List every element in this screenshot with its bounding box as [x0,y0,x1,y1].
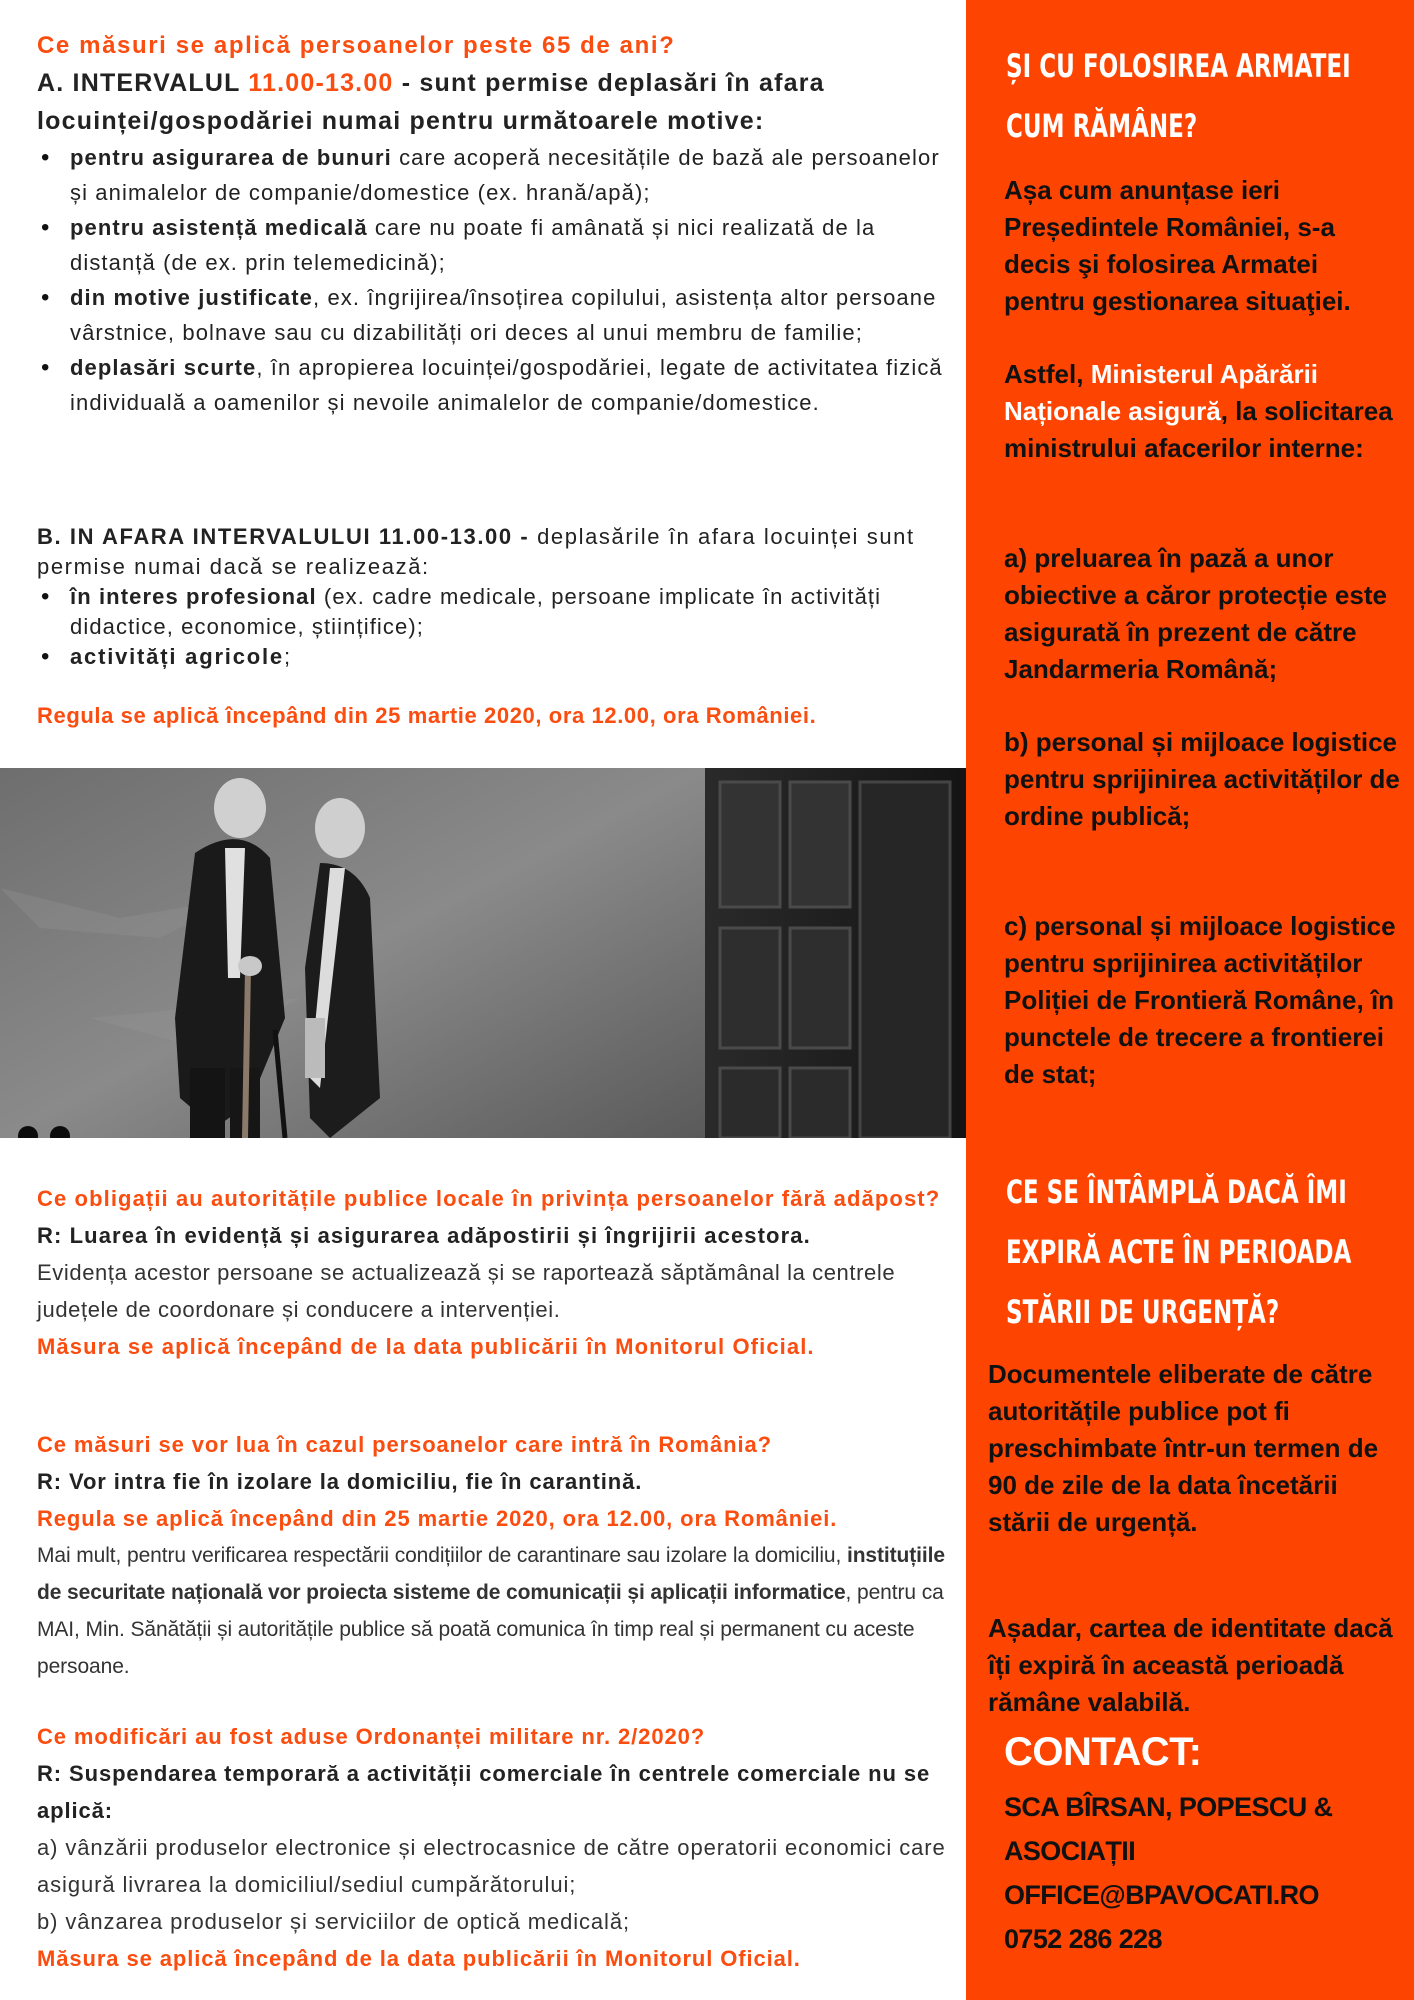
list-item [37,140,947,210]
entry-detail-end: , pentru ca MAI, Min. Sănătății și autoritățile publice să poată comunica în timp real și permanent cu aceste persoane. [37,1581,944,1678]
list-item-bold: din motive justificate [70,285,314,310]
entry-question: Ce măsuri se vor lua în cazul persoanelor care intră în România? [37,1432,772,1457]
interval-b-bold: B. IN AFARA INTERVALULUI 11.00-13.00 - [37,524,530,549]
seniors-rule: Regula se aplică începând din 25 martie 2020, ora 12.00, ora României. [37,703,817,728]
firm-name-line1: SCA BÎRSAN, POPESCU & [1004,1792,1333,1822]
docs-conclusion: Așadar, cartea de identitate dacă îți expiră în această perioadă rămâne valabilă. [988,1613,1393,1717]
ordinance-answer: R: Suspendarea temporară a activității comerciale în centrele comerciale nu se aplică: [37,1761,931,1823]
army-heading-line1: ȘI CU FOLOSIREA ARMATEI [1006,47,1351,85]
interval-b-heading [37,522,947,582]
interval-b-text: deplasările în afara locuinței sunt permise numai dacă se realizează: [37,524,915,579]
ministry-name: Ministerul Apărării Naționale asigură [1004,359,1319,426]
homeless-detail: Evidența acestor persoane se actualizează și se raportează săptămânal la centrele județele de coordonare și conducere a intervenției. [37,1260,896,1322]
entry-detail-bold: instituțiile de securitate națională vor proiecta sisteme de comunicații și aplicații informatice [37,1544,945,1604]
entry-section [37,1426,957,1685]
contact-heading: CONTACT: [1004,1730,1202,1774]
ordinance-question: Ce modificări au fost aduse Ordonanței militare nr. 2/2020? [37,1724,706,1749]
list-item-text: care acoperă necesitățile de bază ale persoanelor și animalelor de companie/domestice (ex. hrană/apă); [70,145,940,205]
elderly-couple-photo [0,768,966,1138]
contact-email[interactable]: OFFICE@BPAVOCATI.RO [1004,1880,1319,1910]
army-item-a: a) preluarea în pază a unor obiective a căror protecție este asigurată în prezent de către Jandarmeria Română; [1004,543,1387,684]
seniors-section [37,28,947,420]
seniors-question: Ce măsuri se aplică persoanelor peste 65 de ani? [37,32,676,59]
entry-rule: Regula se aplică începând din 25 martie 2020, ora 12.00, ora României. [37,1506,838,1531]
list-item-bold: activități agricole [70,644,284,669]
homeless-question: Ce obligații au autoritățile publice locale în privința persoanelor fără adăpost? [37,1186,941,1211]
homeless-answer: R: Luarea în evidență și asigurarea adăpostirii și îngrijirii acestora. [37,1223,811,1248]
army-item-b: b) personal și mijloace logistice pentru sprijinirea activităților de ordine publică; [1004,727,1400,831]
docs-heading-line3: STĂRII DE URGENȚĂ? [1006,1293,1280,1331]
army-astfel [1004,356,1404,467]
list-item-text: (ex. cadre medicale, persoane implicate în activități didactice, economice, științifice); [70,584,882,639]
list-item [37,582,947,642]
interval-a-heading [37,64,947,140]
interval-b-section [37,522,947,672]
docs-heading-line1: CE SE ÎNTÂMPLĂ DACĂ ÎMI [1006,1173,1347,1211]
contact-details [1004,1785,1332,1961]
ordinance-rule: Măsura se aplică începând de la data publicării în Monitorul Oficial. [37,1946,801,1971]
list-item [37,350,947,420]
entry-detail-start: Mai mult, pentru verificarea respectării condițiilor de carantinare sau izolare la domiciliu, [37,1544,847,1567]
list-item-text: , în apropierea locuinței/gospodăriei, legate de activitatea fizică individuală a oamenilor și nevoile animalelor de companie/domestice. [70,355,943,415]
list-item-bold: pentru asigurarea de bunuri [70,145,392,170]
docs-body: Documentele eliberate de către autoritățile publice pot fi preschimbate într-un termen de 90 de zile de la data încetării stării de urgență. [988,1359,1379,1537]
list-item-bold: în interes profesional [70,584,317,609]
interval-a-list [37,140,947,420]
ordinance-item-a: a) vânzării produselor electronice și electrocasnice de către operatorii economici care asigură livrarea la domiciliul/sediul cumpărătorului; [37,1835,946,1897]
astfel-rest: , la solicitarea ministrului afacerilor interne: [1004,396,1393,463]
interval-a-hours: 11.00-13.00 [248,69,394,97]
ordinance-section [37,1718,957,1977]
photo-illustration [0,768,966,1138]
army-heading-line2: CUM RĂMÂNE? [1006,107,1198,145]
list-item [37,280,947,350]
docs-heading-line2: EXPIRĂ ACTE ÎN PERIOADA [1006,1233,1352,1271]
entry-detail [37,1537,957,1685]
list-item-bold: deplasări scurte [70,355,257,380]
firm-name-line2: ASOCIAȚII [1004,1836,1136,1866]
astfel-word: Astfel [1004,359,1077,389]
interval-b-list [37,582,947,672]
list-item-text: ; [283,644,292,669]
ordinance-item-b: b) vânzarea produselor și serviciilor de optică medicală; [37,1909,630,1934]
army-intro: Așa cum anunțase ieri Președintele României, s-a decis şi folosirea Armatei pentru gestionarea situaţiei. [1004,175,1351,316]
entry-answer: R: Vor intra fie în izolare la domiciliu, fie în carantină. [37,1469,643,1494]
list-item-text: , ex. îngrijirea/însoțirea copilului, asistența altor persoane vârstnice, bolnave sau cu dizabilități ori deces al unui membru de familie; [70,285,937,345]
sidebar-panel [966,0,1414,2000]
interval-a-suffix: - sunt permise deplasări în afara locuinței/gospodăriei numai pentru următoarele motive: [37,69,825,135]
homeless-section [37,1180,957,1365]
list-item-bold: pentru asistență medicală [70,215,368,240]
astfel-comma: , [1076,359,1091,389]
interval-a-prefix: A. INTERVALUL [37,69,249,97]
army-item-c: c) personal și mijloace logistice pentru sprijinirea activităților Poliției de Frontieră Române, în punctele de trecere a frontierei de stat; [1004,911,1396,1089]
list-item-text: care nu poate fi amânată și nici realizată de la distanță (de ex. prin telemedicină); [70,215,876,275]
contact-phone[interactable]: 0752 286 228 [1004,1924,1162,1954]
list-item [37,210,947,280]
homeless-rule: Măsura se aplică începând de la data publicării în Monitorul Oficial. [37,1334,815,1359]
list-item [37,642,947,672]
